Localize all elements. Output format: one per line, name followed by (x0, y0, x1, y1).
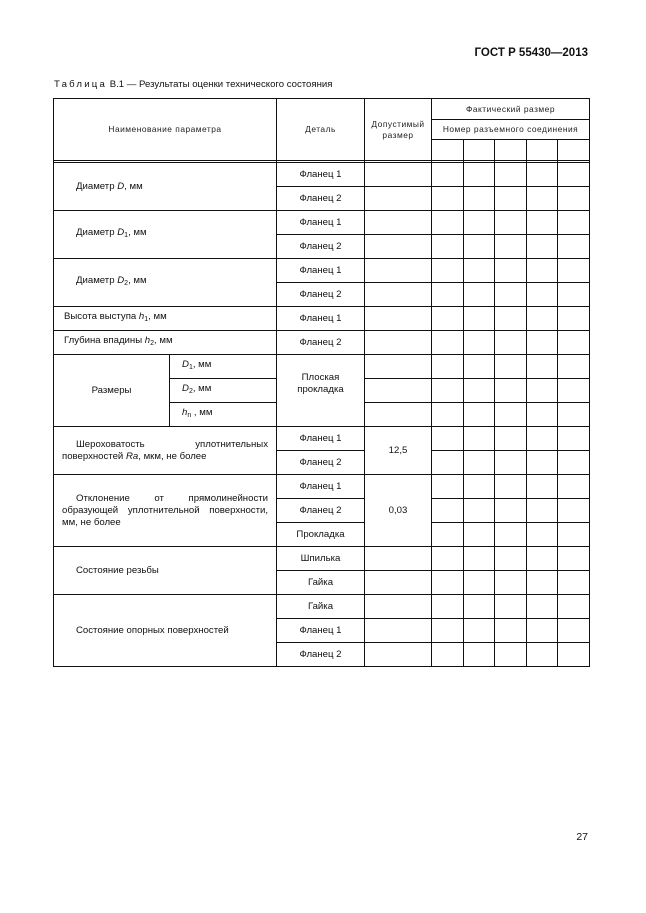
param-cell: Глубина впадины $h_2$, мм (54, 331, 277, 355)
part-cell: Фланец 2 (277, 643, 365, 667)
part-cell: Фланец 1 (277, 259, 365, 283)
part-cell: Гайка (277, 571, 365, 595)
table-row (54, 211, 590, 235)
part-cell: Фланец 1 (277, 619, 365, 643)
table-row (54, 475, 590, 499)
part-header: Деталь (277, 99, 365, 161)
joint-cell (432, 140, 464, 161)
joint-cell (558, 140, 590, 161)
joint-cell (495, 140, 527, 161)
sub-param-cell: $D_2$, мм (170, 379, 277, 403)
header-row (54, 99, 590, 120)
table-row (54, 427, 590, 451)
results-table (53, 98, 590, 667)
param-cell: Высота выступа $h_1$, мм (54, 307, 277, 331)
part-cell: Прокладка (277, 523, 365, 547)
joint-cell (527, 140, 558, 161)
param-cell: Состояние резьбы (54, 547, 277, 595)
caption-prefix: Таблица (54, 79, 108, 90)
param-header: Наименование параметра (54, 99, 277, 161)
part-cell: Фланец 2 (277, 331, 365, 355)
param-cell: Размеры (54, 355, 170, 427)
part-cell: Фланец 1 (277, 307, 365, 331)
joint-cell (464, 140, 495, 161)
table-row (54, 355, 590, 379)
part-cell: Фланец 1 (277, 163, 365, 187)
part-cell: Фланец 1 (277, 427, 365, 451)
page-number: 27 (576, 831, 588, 843)
table-row (54, 595, 590, 619)
caption-dash: — (126, 79, 137, 90)
part-cell: Фланец 1 (277, 211, 365, 235)
caption-title: Результаты оценки технического состояния (139, 79, 333, 90)
table-row (54, 331, 590, 355)
actual-header: Фактический размер (432, 99, 590, 120)
part-cell: Плоская прокладка (277, 355, 365, 427)
allowed-value: 0,03 (365, 475, 432, 547)
param-cell: Диаметр $D_2$, мм (54, 259, 277, 307)
param-cell: Диаметр $D_1$, мм (54, 211, 277, 259)
part-cell: Фланец 1 (277, 475, 365, 499)
table-row (54, 259, 590, 283)
part-cell: Гайка (277, 595, 365, 619)
part-cell: Фланец 2 (277, 283, 365, 307)
document-code: ГОСТ Р 55430—2013 (474, 47, 588, 59)
sub-param-cell: $h_n$ , мм (170, 403, 277, 427)
sub-param-cell: $D_1$, мм (170, 355, 277, 379)
table-caption (54, 79, 332, 90)
caption-number: В.1 (109, 79, 125, 90)
part-cell: Фланец 2 (277, 187, 365, 211)
part-cell: Фланец 2 (277, 235, 365, 259)
param-cell: Диаметр D, мм (54, 163, 277, 211)
allowed-value: 12,5 (365, 427, 432, 475)
param-cell: Отклонение от прямолинейности образующей уплотнительной поверхности, мм, не более (54, 475, 277, 547)
table-row (54, 547, 590, 571)
table-row (54, 163, 590, 187)
part-cell: Фланец 2 (277, 451, 365, 475)
param-cell: Состояние опорных поверхностей (54, 595, 277, 667)
param-cell: Шероховатость уплотнительных поверхностей Ra, мкм, не более (54, 427, 277, 475)
table-row (54, 307, 590, 331)
allowed-header: Допустимый размер (365, 99, 432, 161)
part-cell: Шпилька (277, 547, 365, 571)
part-cell: Фланец 2 (277, 499, 365, 523)
joint-header: Номер разъемного соединения (432, 120, 590, 140)
